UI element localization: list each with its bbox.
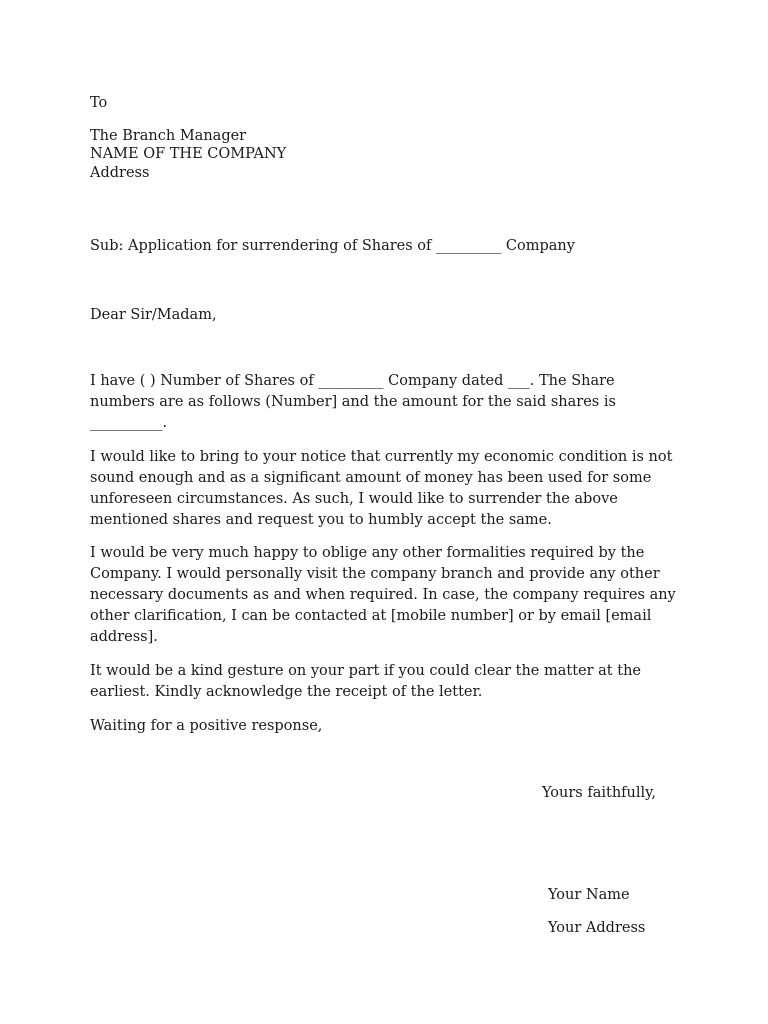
- paragraph-line: address].: [90, 629, 158, 645]
- to-label: To: [90, 95, 108, 111]
- paragraph-shares-details: [90, 371, 690, 434]
- paragraph-line: I would be very much happy to oblige any other formalities required by the: [90, 545, 645, 561]
- paragraph-line: unforeseen circumstances. As such, I would like to surrender the above: [90, 491, 618, 507]
- paragraph-request: [90, 661, 690, 703]
- salutation: Dear Sir/Madam,: [90, 307, 217, 323]
- signature-address: Your Address: [548, 920, 646, 936]
- paragraph-line: earliest. Kindly acknowledge the receipt of the letter.: [90, 684, 483, 700]
- paragraph-line: It would be a kind gesture on your part if you could clear the matter at the: [90, 663, 641, 679]
- paragraph-formalities: [90, 543, 690, 648]
- paragraph-line: I would like to bring to your notice that currently my economic condition is not: [90, 449, 673, 465]
- signature-name: Your Name: [548, 887, 630, 903]
- paragraph-line: mentioned shares and request you to humbly accept the same.: [90, 512, 552, 528]
- recipient-title: The Branch Manager: [90, 128, 247, 144]
- paragraph-line: other clarification, I can be contacted at [mobile number] or by email [email: [90, 608, 652, 624]
- paragraph-line: I have ( ) Number of Shares of _________ Company dated ___. The Share: [90, 373, 615, 389]
- recipient-company: NAME OF THE COMPANY: [90, 146, 287, 162]
- paragraph-line: __________.: [90, 415, 168, 431]
- recipient-address: Address: [90, 165, 150, 181]
- paragraph-line: sound enough and as a significant amount of money has been used for some: [90, 470, 652, 486]
- paragraph-line: numbers are as follows (Number] and the amount for the said shares is: [90, 394, 616, 410]
- waiting-line: Waiting for a positive response,: [90, 718, 323, 734]
- closing-phrase: Yours faithfully,: [542, 785, 657, 801]
- subject-line: Sub: Application for surrendering of Shares of _________ Company: [90, 238, 575, 254]
- paragraph-line: Company. I would personally visit the company branch and provide any other: [90, 566, 660, 582]
- paragraph-reason: [90, 447, 690, 531]
- paragraph-line: necessary documents as and when required. In case, the company requires any: [90, 587, 676, 603]
